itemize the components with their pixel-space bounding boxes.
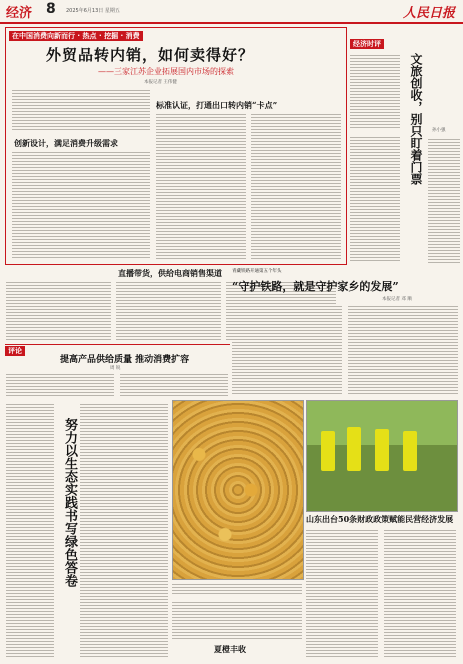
commentary-text-1 bbox=[6, 372, 114, 396]
page-number: 8 bbox=[46, 1, 56, 17]
photo-caption-text bbox=[172, 582, 302, 596]
lead-subhead-2: 创新设计，满足消费升级需求 bbox=[14, 138, 118, 148]
lead-subtitle: ——三家江苏企业拓展国内市场的探索 bbox=[98, 67, 234, 76]
column-byline: 孙小强 bbox=[432, 128, 446, 133]
commentary-title: 提高产品供给质量 推动消费扩容 bbox=[60, 355, 190, 365]
worker-figure-4 bbox=[403, 431, 417, 471]
section-title: 经济 bbox=[6, 6, 33, 21]
feature-text-right bbox=[172, 600, 302, 640]
newspaper-logo: 人民日报 bbox=[402, 6, 455, 21]
commentary-byline: 周 锐 bbox=[110, 366, 121, 371]
lead-subhead-3: 直播带货，供给电商销售渠道 bbox=[118, 268, 222, 278]
rail-byline: 本报记者 邓 顺 bbox=[382, 297, 412, 302]
lead-subhead-1: 标准认证，打通出口转内销“卡点” bbox=[156, 100, 278, 110]
feature-text-mid bbox=[80, 402, 168, 658]
issue-date: 2025年6月13日 星期五 bbox=[66, 8, 120, 14]
lead-col2-text bbox=[156, 112, 246, 260]
column-title: 文旅创收，别只盯着门票 bbox=[409, 53, 423, 185]
rail-text-2 bbox=[348, 304, 458, 394]
feature-text-left bbox=[6, 402, 54, 658]
column-section bbox=[350, 27, 460, 263]
lead-story-box bbox=[5, 27, 347, 265]
rail-kicker: 青藏铁路开通第五个年头 bbox=[232, 269, 282, 274]
column-text-2 bbox=[350, 135, 400, 263]
rail-story bbox=[232, 268, 460, 396]
rail-title: “守护铁路，就是守护家乡的发展” bbox=[232, 280, 399, 293]
lead-col4-text bbox=[6, 280, 111, 340]
lead-col5-text bbox=[116, 280, 221, 340]
lead-col1-text bbox=[12, 150, 150, 260]
lead-title: 外贸品转内销，如何卖得好？ bbox=[46, 46, 255, 64]
lead-intro-text bbox=[12, 88, 150, 132]
worker-figure-1 bbox=[321, 431, 335, 471]
feature-title: 努力以生态实践书写绿色答卷 bbox=[62, 418, 77, 587]
column-text-3 bbox=[428, 137, 460, 263]
worker-figure-2 bbox=[347, 427, 361, 471]
lead-col3-text bbox=[251, 112, 341, 260]
shandong-text-2 bbox=[384, 528, 456, 658]
shandong-text-1 bbox=[306, 528, 378, 658]
lead-kicker: 在中国消费向新而行 · 热点 · 挖掘 · 消费 bbox=[9, 31, 143, 41]
rail-workers-photo bbox=[306, 400, 458, 512]
commentary-text-2 bbox=[120, 372, 228, 396]
commentary-kicker: 评论 bbox=[5, 346, 25, 356]
rail-text-1 bbox=[232, 304, 342, 394]
section-divider bbox=[5, 344, 230, 345]
masthead-bar bbox=[0, 0, 463, 24]
lead-byline: 本报记者 王伟健 bbox=[144, 80, 177, 85]
photo-caption-title: 夏橙丰收 bbox=[214, 644, 246, 654]
column-text-1 bbox=[350, 53, 400, 129]
orange-harvest-photo bbox=[172, 400, 304, 580]
worker-figure-3 bbox=[375, 429, 389, 471]
column-kicker: 经济时评 bbox=[350, 39, 384, 49]
shandong-title: 山东出台50条财政政策赋能民营经济发展 bbox=[306, 514, 454, 524]
